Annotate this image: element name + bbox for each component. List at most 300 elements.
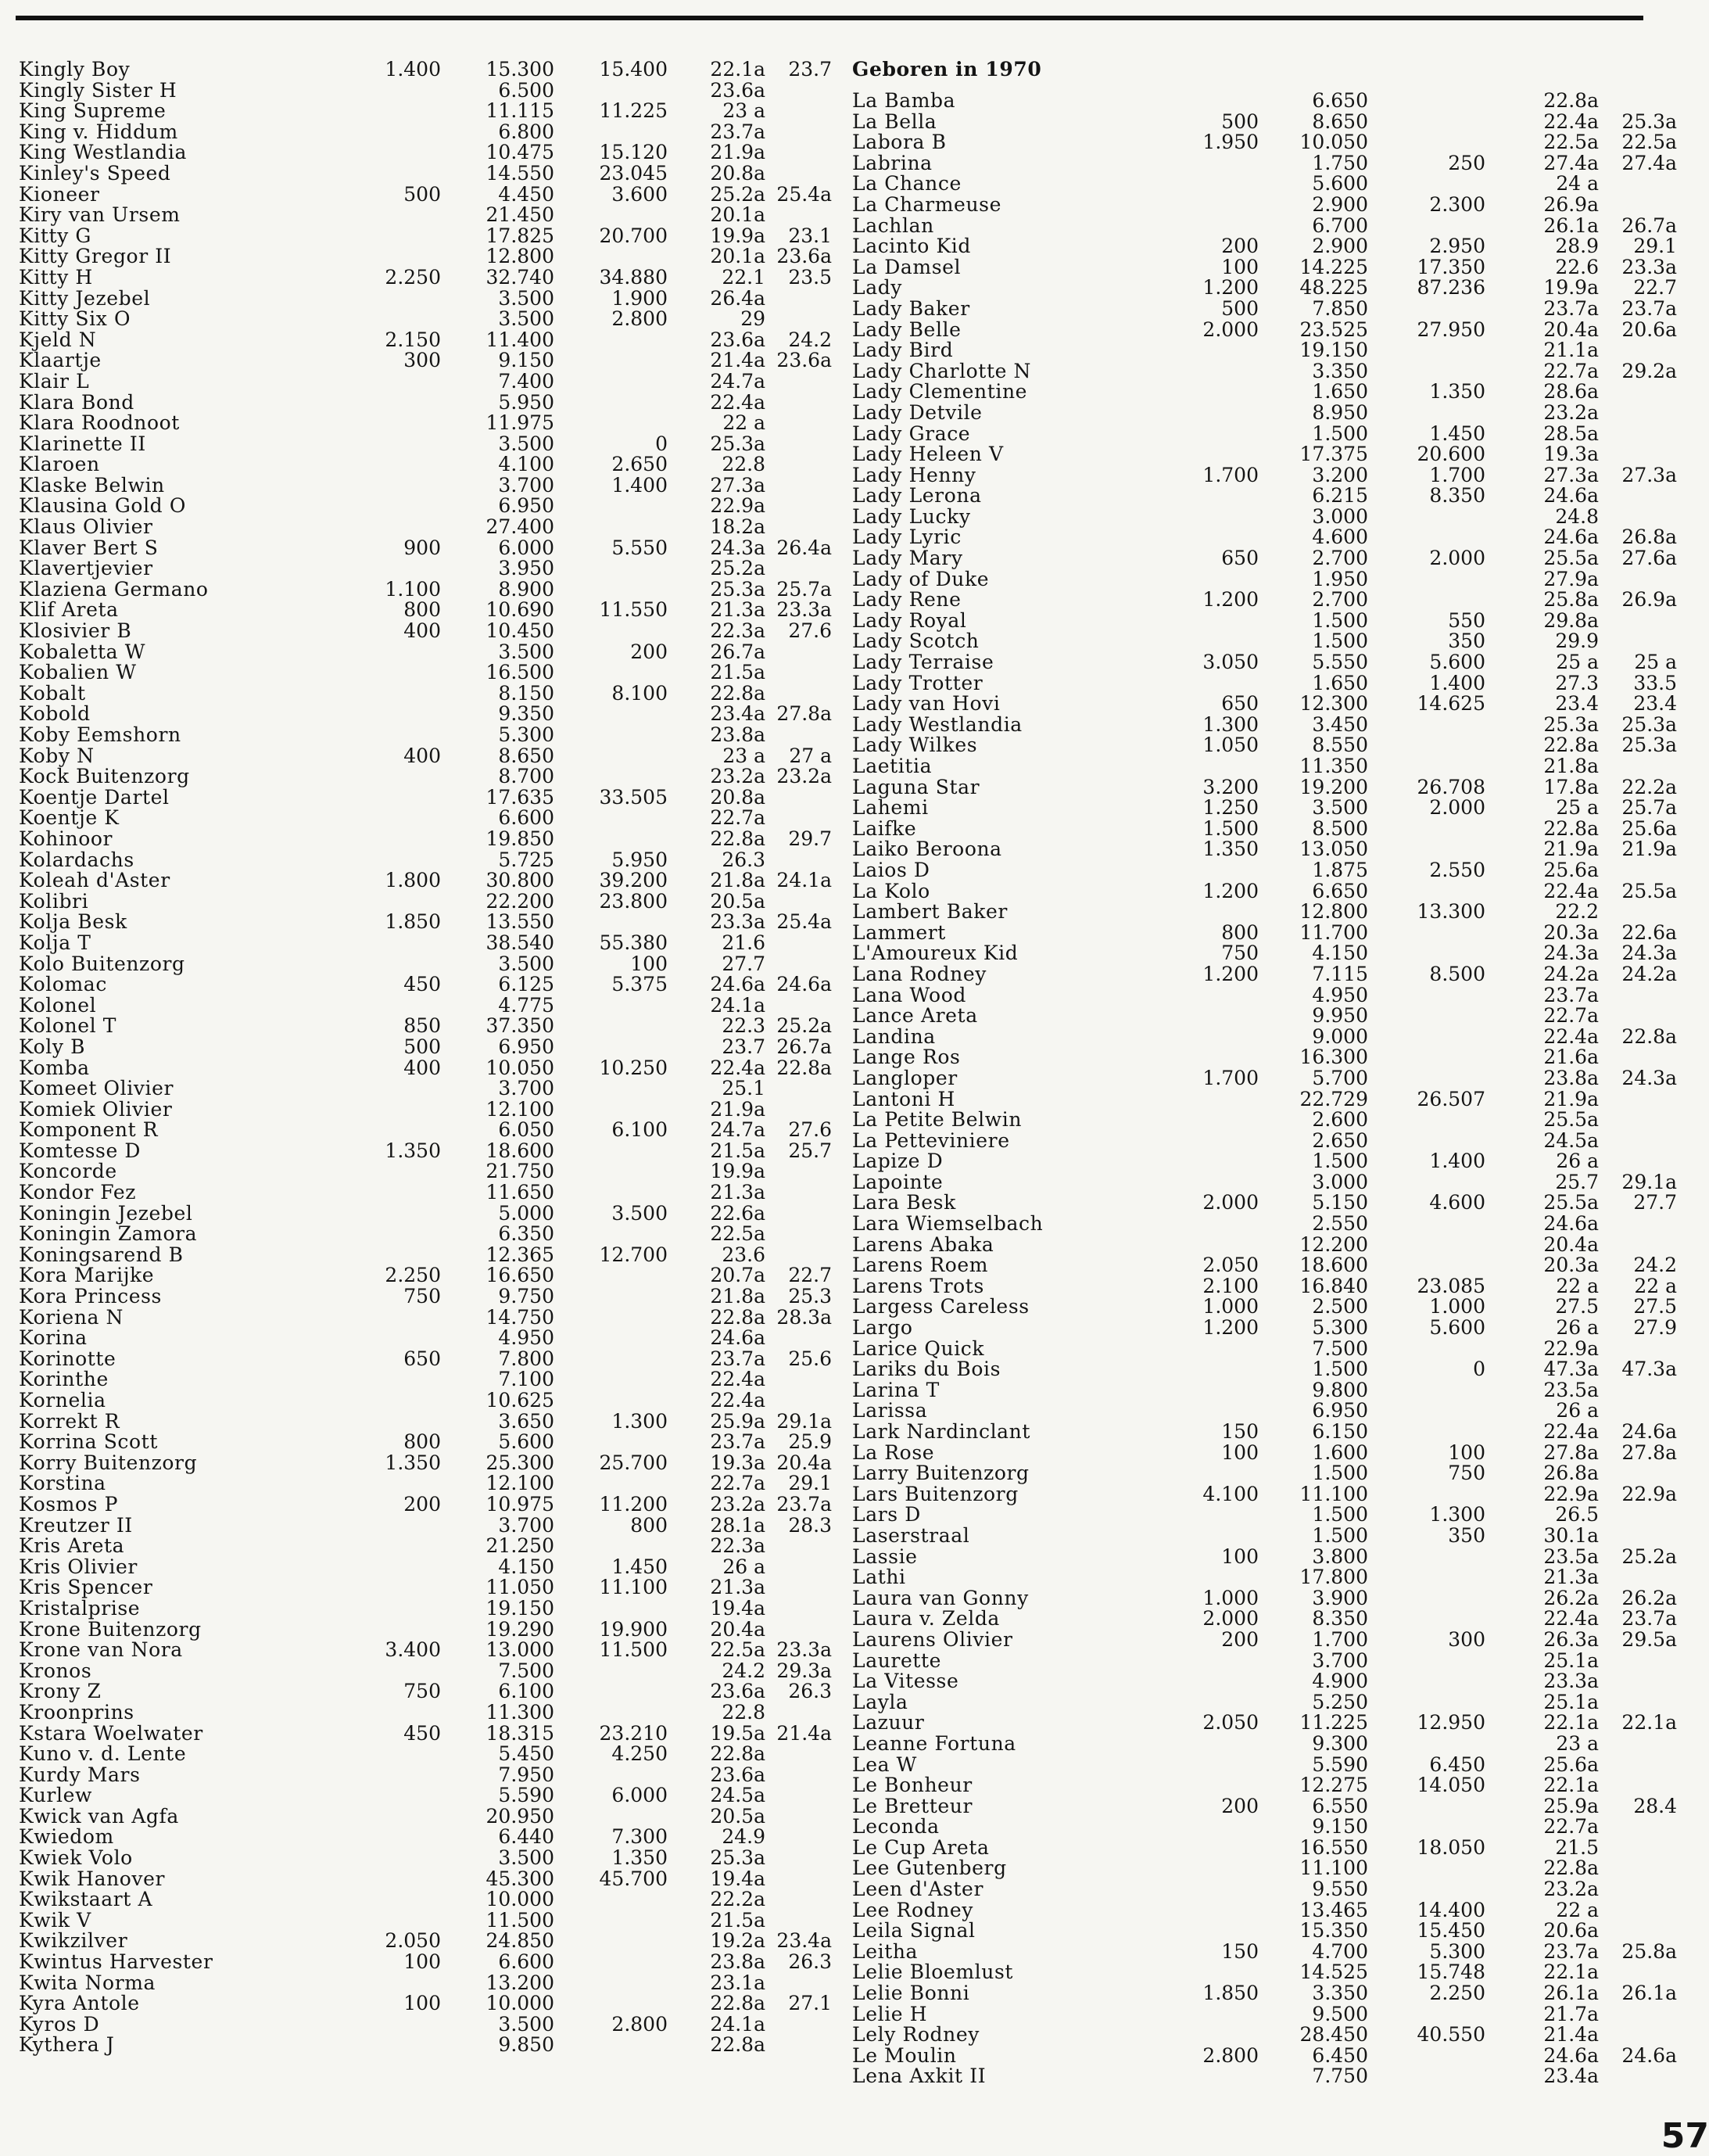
col-2-value: 15.300 — [485, 58, 554, 81]
col-4-value: 24.2a — [1543, 962, 1599, 985]
col-5-value: 20.6a — [1621, 317, 1677, 341]
col-4-value: 22.1a — [710, 58, 765, 81]
col-5-value: 26.7a — [1621, 213, 1677, 237]
col-2-value: 10.050 — [485, 1056, 554, 1079]
table-row — [852, 1336, 1686, 1360]
horse-name: Lady Bird — [852, 339, 954, 362]
col-2-value: 11.400 — [485, 328, 554, 351]
col-2-value: 8.650 — [498, 744, 554, 767]
col-3-value: 2.650 — [611, 453, 668, 476]
horse-name: Korinthe — [19, 1368, 109, 1391]
col-1-value: 900 — [403, 536, 441, 559]
col-5-value: 25.3a — [1621, 712, 1677, 736]
col-2-value: 12.365 — [485, 1243, 554, 1266]
horse-name: Larice Quick — [852, 1336, 985, 1360]
col-4-value: 22.9a — [710, 494, 765, 518]
horse-name: Krone van Nora — [19, 1638, 183, 1662]
col-4-value: 27.4a — [1543, 151, 1599, 174]
col-2-value: 17.635 — [485, 785, 554, 809]
col-5-value: 25.3a — [1621, 734, 1677, 757]
table-row — [19, 309, 832, 330]
section-heading — [852, 59, 1686, 91]
col-1-value: 2.050 — [1202, 1254, 1259, 1277]
table-row — [852, 504, 1686, 528]
horse-name: Kitty G — [19, 224, 92, 247]
col-3-value: 11.200 — [599, 1492, 668, 1516]
table-row — [19, 413, 832, 434]
table-row — [852, 1068, 1686, 1089]
horse-name: Leila Signal — [852, 1919, 976, 1943]
col-5-value: 26.3 — [788, 1950, 832, 1974]
horse-name: Kwik V — [19, 1908, 91, 1932]
col-4-value: 23.6a — [710, 78, 765, 102]
col-5-value: 25.7 — [788, 1139, 832, 1162]
col-4-value: 21.6a — [1543, 1046, 1599, 1069]
table-row — [19, 246, 832, 267]
col-5-value: 25.2a — [1621, 1544, 1677, 1568]
horse-name: Kroonprins — [19, 1700, 134, 1724]
col-4-value: 28.9 — [1555, 235, 1599, 258]
col-2-value: 3.000 — [1312, 504, 1368, 528]
horse-name: Layla — [852, 1690, 908, 1713]
col-4-value: 23.7a — [710, 120, 765, 143]
col-2-value: 3.700 — [1312, 1648, 1368, 1672]
col-4-value: 26.7a — [710, 640, 765, 663]
col-3-value: 6.450 — [1429, 1752, 1485, 1776]
col-4-value: 23.7a — [710, 1347, 765, 1370]
horse-name: Kohinoor — [19, 827, 113, 850]
col-4-value: 21.9a — [1543, 1087, 1599, 1110]
table-row — [19, 1702, 832, 1724]
col-4-value: 26.2a — [1543, 1586, 1599, 1609]
table-row — [19, 1806, 832, 1828]
horse-name: Lacinto Kid — [852, 235, 971, 258]
table-row — [19, 1409, 832, 1433]
table-row — [19, 974, 832, 995]
col-2-value: 6.150 — [1312, 1420, 1368, 1443]
horse-name: Lady Terraise — [852, 651, 994, 674]
col-1-value: 1.850 — [385, 910, 441, 934]
col-5-value: 24.6a — [1621, 1420, 1677, 1443]
col-4-value: 26.4a — [710, 286, 765, 310]
horse-name: Lena Axkit II — [852, 2065, 987, 2088]
horse-name: Kitty Gregor II — [19, 245, 172, 268]
col-4-value: 20.1a — [710, 203, 765, 227]
table-row — [19, 1016, 832, 1037]
table-row — [852, 1110, 1686, 1131]
col-5-value: 22.8a — [1621, 1024, 1677, 1048]
table-row — [19, 662, 832, 683]
table-row — [19, 1369, 832, 1390]
col-2-value: 6.950 — [498, 494, 554, 518]
table-row — [852, 1151, 1686, 1172]
table-row — [852, 1006, 1686, 1027]
table-row — [19, 1494, 832, 1516]
col-4-value: 21.4a — [1543, 2023, 1599, 2047]
col-3-value: 6.100 — [611, 1118, 668, 1142]
table-row — [19, 226, 832, 247]
col-5-value: 24.2a — [1621, 962, 1677, 985]
col-4-value: 21.6 — [722, 931, 765, 954]
col-2-value: 2.650 — [1312, 1128, 1368, 1152]
col-3-value: 15.120 — [599, 141, 668, 164]
col-1-value: 1.200 — [1202, 1316, 1259, 1340]
col-5-value: 29.2a — [1621, 359, 1677, 382]
col-1-value: 750 — [403, 1680, 441, 1703]
table-row — [852, 1900, 1686, 1921]
col-2-value: 3.350 — [1312, 359, 1368, 382]
col-2-value: 28.450 — [1299, 2023, 1368, 2047]
col-2-value: 9.150 — [1312, 1815, 1368, 1839]
col-3-value: 1.000 — [1429, 1295, 1485, 1318]
col-5-value: 23.7a — [1621, 1607, 1677, 1630]
table-row — [19, 1827, 832, 1848]
table-row — [19, 434, 832, 455]
horse-name: Lange Ros — [852, 1046, 961, 1069]
col-5-value: 27.7 — [1633, 1191, 1677, 1214]
col-2-value: 4.450 — [498, 182, 554, 206]
col-2-value: 8.350 — [1312, 1607, 1368, 1630]
table-row — [19, 933, 832, 954]
table-row — [19, 1993, 832, 2014]
horse-name: Lariks du Bois — [852, 1358, 1001, 1381]
col-5-value: 23.3a — [776, 598, 832, 622]
col-1-value: 2.050 — [1202, 1711, 1259, 1734]
col-2-value: 10.625 — [485, 1389, 554, 1412]
col-2-value: 8.500 — [1312, 816, 1368, 840]
horse-name: Lark Nardinclant — [852, 1420, 1031, 1443]
table-row — [852, 1962, 1686, 1983]
horse-name: Laguna Star — [852, 775, 980, 798]
col-5-value: 22.9a — [1621, 1482, 1677, 1505]
table-row — [852, 1505, 1686, 1526]
col-4-value: 20.6a — [1543, 1919, 1599, 1943]
col-5-value: 26.4a — [776, 536, 832, 559]
col-3-value: 4.600 — [1429, 1191, 1485, 1214]
horse-name: Klif Areta — [19, 598, 119, 622]
col-4-value: 22.1 — [722, 265, 765, 289]
table-row — [19, 286, 832, 310]
col-2-value: 1.500 — [1312, 1358, 1368, 1381]
col-4-value: 30.1a — [1543, 1523, 1599, 1547]
horse-name: Lady Lucky — [852, 504, 971, 528]
horse-name: Kinley's Speed — [19, 161, 171, 185]
col-4-value: 22.8a — [1543, 1856, 1599, 1880]
col-2-value: 11.115 — [485, 99, 554, 123]
col-5-value: 27.9 — [1633, 1316, 1677, 1340]
col-5-value: 28.4 — [1633, 1794, 1677, 1817]
col-5-value: 23.1 — [788, 224, 832, 247]
col-1-value: 750 — [1221, 942, 1259, 965]
horse-name: Lady Charlotte N — [852, 359, 1032, 382]
horse-name: Kobalien W — [19, 661, 137, 684]
col-4-value: 23.2a — [1543, 1878, 1599, 1901]
table-row — [852, 340, 1686, 361]
col-3-value: 23.210 — [599, 1721, 668, 1745]
table-row — [19, 1120, 832, 1141]
col-4-value: 23 a — [1556, 1731, 1599, 1755]
horse-name: Kolardachs — [19, 848, 134, 871]
col-2-value: 14.750 — [485, 1305, 554, 1329]
col-2-value: 2.550 — [1312, 1212, 1368, 1236]
col-1-value: 400 — [403, 619, 441, 643]
horse-name: Kolo Buitenzorg — [19, 952, 185, 975]
horse-name: Lady Trotter — [852, 671, 983, 694]
horse-name: Lady Henny — [852, 463, 976, 486]
table-row — [19, 1661, 832, 1682]
col-4-value: 26.3 — [722, 848, 765, 871]
col-4-value: 19.4a — [710, 1596, 765, 1620]
horse-name: Komtesse D — [19, 1139, 142, 1162]
col-2-value: 38.540 — [485, 931, 554, 954]
col-4-value: 25.5a — [1543, 1191, 1599, 1214]
table-row — [852, 257, 1686, 278]
table-row — [19, 1557, 832, 1578]
col-2-value: 3.950 — [498, 557, 554, 580]
col-5-value: 24.3a — [1621, 942, 1677, 965]
col-4-value: 22.3a — [710, 1534, 765, 1558]
col-2-value: 3.500 — [498, 286, 554, 310]
horse-name: Kris Olivier — [19, 1555, 138, 1578]
table-row — [852, 1817, 1686, 1838]
col-3-value: 100 — [630, 952, 668, 975]
col-5-value: 25.2a — [776, 1014, 832, 1038]
table-row — [19, 2014, 832, 2036]
col-3-value: 17.350 — [1417, 255, 1485, 278]
col-2-value: 16.300 — [1299, 1046, 1368, 1069]
table-row — [852, 673, 1686, 694]
col-4-value: 23.8a — [710, 723, 765, 746]
col-4-value: 24.8 — [1555, 504, 1599, 528]
col-2-value: 11.700 — [1299, 920, 1368, 944]
col-1-value: 1.000 — [1202, 1295, 1259, 1318]
horse-name: La Kolo — [852, 879, 930, 902]
col-5-value: 26.8a — [1621, 526, 1677, 549]
table-row — [19, 891, 832, 913]
horse-name: Langloper — [852, 1066, 958, 1089]
horse-name: Koby Eemshorn — [19, 723, 181, 746]
col-4-value: 25.1a — [1543, 1690, 1599, 1713]
horse-name: Lady Mary — [852, 547, 963, 570]
col-2-value: 6.650 — [1312, 879, 1368, 902]
col-4-value: 22.8a — [710, 1742, 765, 1766]
col-4-value: 21.9a — [710, 1097, 765, 1121]
table-row — [852, 1276, 1686, 1297]
horse-name: Lady of Duke — [852, 567, 990, 590]
col-2-value: 8.650 — [1312, 109, 1368, 133]
col-5-value: 23.5 — [788, 265, 832, 289]
horse-name: Koncorde — [19, 1160, 117, 1183]
col-3-value: 11.225 — [599, 99, 668, 123]
horse-name: Largo — [852, 1316, 913, 1340]
col-4-value: 21.8a — [710, 869, 765, 892]
col-2-value: 6.600 — [498, 1950, 554, 1974]
col-4-value: 27.5 — [1555, 1295, 1599, 1318]
table-row — [852, 1047, 1686, 1068]
col-2-value: 9.750 — [498, 1285, 554, 1308]
col-2-value: 12.100 — [485, 1097, 554, 1121]
col-2-value: 3.500 — [498, 307, 554, 331]
col-2-value: 1.650 — [1312, 671, 1368, 694]
col-3-value: 23.085 — [1417, 1274, 1485, 1297]
col-2-value: 5.700 — [1312, 1066, 1368, 1089]
col-2-value: 1.950 — [1312, 567, 1368, 590]
horse-name: Lady Detvile — [852, 400, 983, 424]
col-2-value: 13.550 — [485, 910, 554, 934]
col-2-value: 6.215 — [1312, 484, 1368, 508]
col-4-value: 25 a — [1556, 796, 1599, 820]
col-1-value: 400 — [403, 744, 441, 767]
table-row — [19, 1390, 832, 1412]
col-4-value: 22.7a — [710, 1472, 765, 1495]
table-row — [19, 59, 832, 81]
col-5-value: 27.5 — [1633, 1295, 1677, 1318]
col-3-value: 750 — [1448, 1462, 1485, 1485]
horse-name: Kolja Besk — [19, 910, 127, 934]
col-4-value: 21.1a — [1543, 339, 1599, 362]
col-2-value: 37.350 — [485, 1014, 554, 1038]
col-3-value: 39.200 — [599, 869, 668, 892]
col-5-value: 47.3a — [1621, 1358, 1677, 1381]
horse-name: Kreutzer II — [19, 1513, 133, 1537]
col-2-value: 4.150 — [498, 1555, 554, 1578]
col-2-value: 4.700 — [1312, 1939, 1368, 1963]
table-row — [852, 1463, 1686, 1484]
horse-name: Laiko Beroona — [852, 838, 1002, 861]
col-1-value: 400 — [403, 1056, 441, 1079]
horse-name: Krony Z — [19, 1680, 102, 1703]
table-row — [852, 1835, 1686, 1859]
table-row — [19, 1931, 832, 1952]
col-4-value: 23.4 — [1555, 692, 1599, 716]
col-2-value: 10.050 — [1299, 131, 1368, 154]
table-row — [852, 2043, 1686, 2067]
table-row — [852, 192, 1686, 216]
col-4-value: 24.7a — [710, 369, 765, 393]
col-4-value: 24.6a — [1543, 526, 1599, 549]
col-5-value: 27 a — [789, 744, 832, 767]
horse-name: Laserstraal — [852, 1523, 970, 1547]
horse-name: L'Amoureux Kid — [852, 942, 1019, 965]
col-5-value: 27.3a — [1621, 463, 1677, 486]
col-4-value: 23.5a — [1543, 1544, 1599, 1568]
col-4-value: 23.6a — [710, 1763, 765, 1786]
col-4-value: 25.3a — [1543, 712, 1599, 736]
horse-name: Kristalprise — [19, 1596, 141, 1620]
col-1-value: 100 — [1221, 1544, 1259, 1568]
col-4-value: 22.8a — [1543, 734, 1599, 757]
col-5-value: 22.5a — [1621, 131, 1677, 154]
col-4-value: 26 a — [1556, 1316, 1599, 1340]
col-2-value: 1.500 — [1312, 1150, 1368, 1173]
col-3-value: 11.550 — [599, 598, 668, 622]
col-2-value: 1.700 — [1312, 1627, 1368, 1651]
col-1-value: 2.800 — [1202, 2043, 1259, 2067]
horse-name: Kurdy Mars — [19, 1763, 141, 1786]
table-row — [852, 712, 1686, 736]
horse-name: Le Bretteur — [852, 1794, 973, 1817]
horse-name: La Rose — [852, 1440, 935, 1464]
table-row — [852, 296, 1686, 320]
horse-name: Klarinette II — [19, 432, 146, 455]
horse-name: Laura v. Zelda — [852, 1607, 1000, 1630]
col-3-value: 8.500 — [1429, 962, 1485, 985]
horse-name: Kris Spencer — [19, 1576, 153, 1599]
col-4-value: 26 a — [1556, 1399, 1599, 1422]
col-2-value: 16.550 — [1299, 1835, 1368, 1859]
col-4-value: 23.7a — [1543, 983, 1599, 1006]
col-2-value: 5.250 — [1312, 1690, 1368, 1713]
col-2-value: 11.300 — [485, 1700, 554, 1724]
col-3-value: 2.800 — [611, 307, 668, 331]
table-row — [852, 382, 1686, 403]
col-3-value: 1.300 — [1429, 1503, 1485, 1526]
horse-name: Lady Rene — [852, 588, 962, 612]
col-3-value: 5.950 — [611, 848, 668, 871]
horse-name: Kosmos P — [19, 1492, 119, 1516]
col-2-value: 6.600 — [498, 806, 554, 830]
col-2-value: 22.200 — [485, 889, 554, 913]
col-4-value: 22.1a — [1543, 1774, 1599, 1797]
table-row — [19, 600, 832, 621]
col-5-value: 28.3 — [788, 1513, 832, 1537]
col-2-value: 9.850 — [498, 2033, 554, 2057]
col-2-value: 13.000 — [485, 1638, 554, 1662]
table-row — [19, 330, 832, 351]
col-2-value: 12.100 — [485, 1472, 554, 1495]
table-row — [19, 1640, 832, 1661]
horse-name: Lee Rodney — [852, 1898, 974, 1921]
horse-name: Komeet Olivier — [19, 1077, 174, 1100]
table-row — [852, 652, 1686, 673]
col-2-value: 1.500 — [1312, 1462, 1368, 1485]
table-row — [852, 1588, 1686, 1609]
col-4-value: 21.5 — [1555, 1835, 1599, 1859]
col-1-value: 1.300 — [1202, 712, 1259, 736]
col-2-value: 16.650 — [485, 1264, 554, 1287]
table-row — [852, 694, 1686, 715]
col-5-value: 23.3a — [1621, 255, 1677, 278]
col-2-value: 5.725 — [498, 848, 554, 871]
col-3-value: 13.300 — [1417, 900, 1485, 924]
col-5-value: 26.9a — [1621, 588, 1677, 612]
col-1-value: 1.500 — [1202, 816, 1259, 840]
horse-name: Komponent R — [19, 1118, 159, 1142]
col-2-value: 11.350 — [1299, 755, 1368, 777]
col-2-value: 7.115 — [1312, 962, 1368, 985]
col-4-value: 26.5 — [1555, 1503, 1599, 1526]
col-2-value: 12.275 — [1299, 1774, 1368, 1797]
horse-name: Lelie H — [852, 2002, 928, 2025]
col-3-value: 4.250 — [611, 1742, 668, 1766]
col-5-value: 26.3 — [788, 1680, 832, 1703]
col-3-value: 2.000 — [1429, 547, 1485, 570]
horse-name: Kwikzilver — [19, 1929, 128, 1953]
table-row — [852, 1879, 1686, 1900]
col-4-value: 29.8a — [1543, 608, 1599, 632]
horse-name: Kolomac — [19, 973, 107, 996]
col-4-value: 22 a — [722, 411, 765, 435]
col-3-value: 1.450 — [1429, 422, 1485, 445]
table-row — [19, 1910, 832, 1932]
col-1-value: 800 — [403, 598, 441, 622]
col-3-value: 15.400 — [599, 58, 668, 81]
col-4-value: 24.6a — [1543, 1212, 1599, 1236]
col-2-value: 7.100 — [498, 1368, 554, 1391]
col-2-value: 45.300 — [485, 1867, 554, 1890]
col-5-value: 23.7a — [1621, 296, 1677, 320]
col-2-value: 2.900 — [1312, 235, 1368, 258]
